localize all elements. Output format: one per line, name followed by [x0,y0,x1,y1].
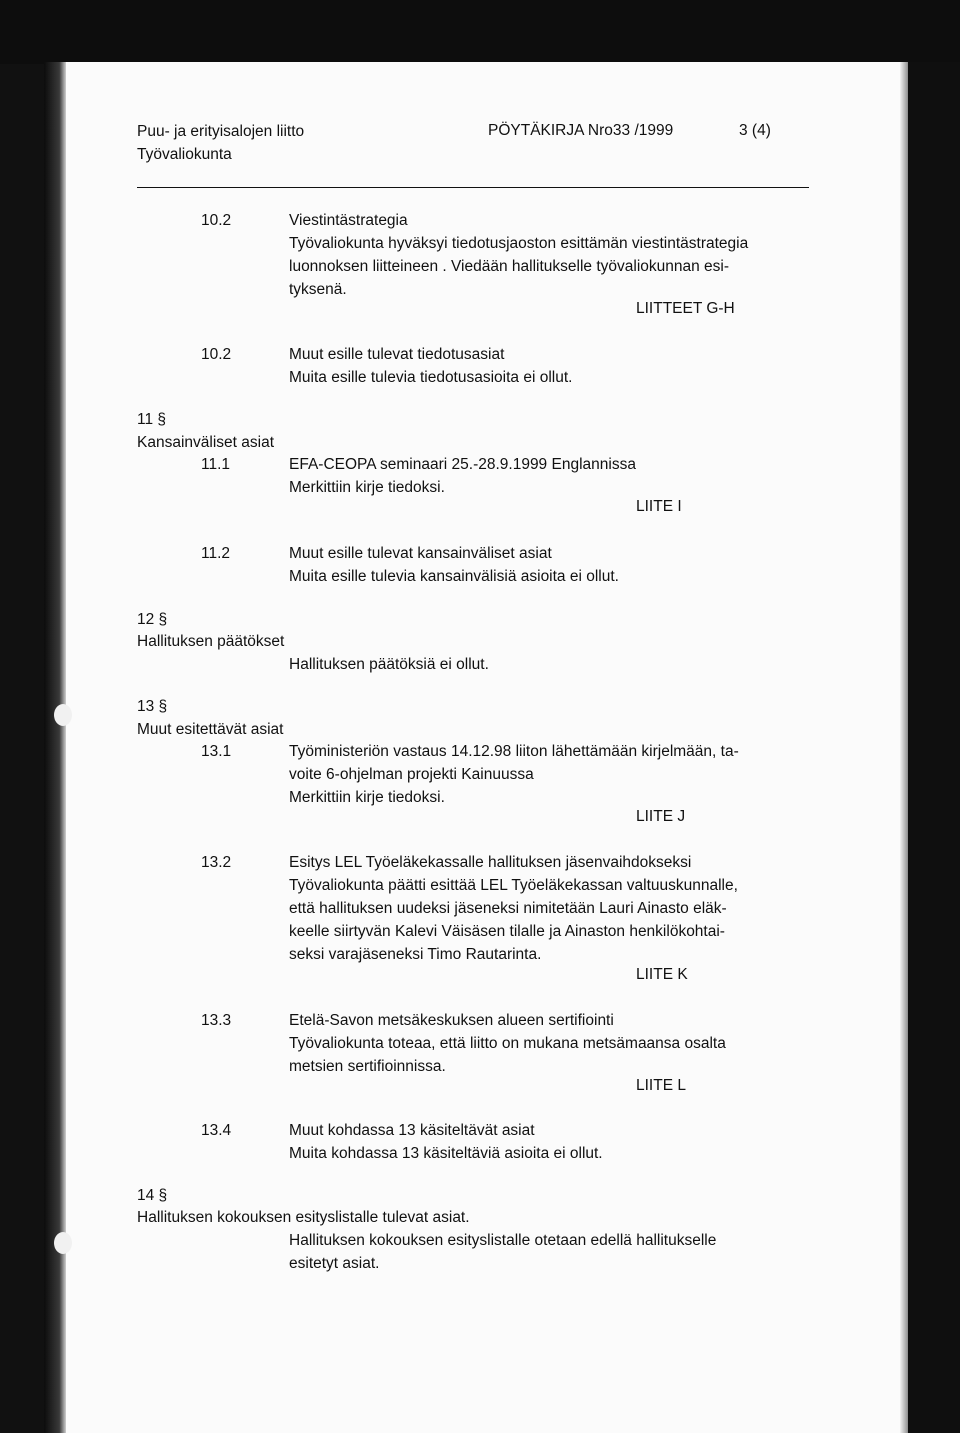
section-number: 14 § [137,1187,168,1204]
item-number: 11.2 [201,545,231,562]
item-title: Työministeriön vastaus 14.12.98 liiton lähettämään kirjelmään, ta- [289,743,739,760]
item-text: voite 6-ohjelman projekti Kainuussa [289,766,534,783]
item-number: 13.2 [201,854,232,871]
scan-top-border [0,0,960,64]
item-title: Muut esille tulevat kansainväliset asiat [289,545,552,562]
scan-right-border [908,62,960,1433]
item-number: 11.1 [201,456,231,473]
item-number: 10.2 [201,346,232,363]
section-text: Hallituksen kokouksen esityslistalle otetaan edellä hallitukselle [289,1232,717,1249]
header-org: Puu- ja erityisalojen liitto [137,123,305,140]
section-title: Muut esitettävät asiat [137,721,284,738]
item-title: Etelä-Savon metsäkeskuksen alueen sertifiointi [289,1012,614,1029]
section-title: Hallituksen päätökset [137,633,285,650]
attachment-label: LIITE K [636,966,688,983]
item-title: Muut kohdassa 13 käsiteltävät asiat [289,1122,535,1139]
section-number: 12 § [137,611,168,628]
section-number: 13 § [137,698,168,715]
item-text: Merkittiin kirje tiedoksi. [289,789,445,806]
item-text: luonnoksen liitteineen . Viedään hallitukselle työvaliokunnan esi- [289,258,730,275]
attachment-label: LIITE L [636,1077,686,1094]
scan-left-shadow [44,62,66,1433]
item-text: metsien sertifioinnissa. [289,1058,446,1075]
header-doc: PÖYTÄKIRJA Nro33 /1999 [488,122,674,139]
section-text: Hallituksen päätöksiä ei ollut. [289,656,489,673]
item-number: 13.4 [201,1122,232,1139]
section-title: Kansainväliset asiat [137,434,274,451]
item-text: Työvaliokunta hyväksyi tiedotusjaoston esittämän viestintästrategia [289,235,749,252]
header-rule [137,187,809,188]
item-text: tyksenä. [289,281,347,298]
section-number: 11 § [137,411,167,428]
item-text: Muita esille tulevia tiedotusasioita ei ollut. [289,369,573,386]
attachment-label: LIITTEET G-H [636,300,735,317]
item-title: EFA-CEOPA seminaari 25.-28.9.1999 Englannissa [289,456,636,473]
section-text: esitetyt asiat. [289,1255,380,1272]
header-committee: Työvaliokunta [137,146,232,163]
item-title: Viestintästrategia [289,212,408,229]
item-title: Esitys LEL Työeläkekassalle hallituksen jäsenvaihdokseksi [289,854,692,871]
section-title: Hallituksen kokouksen esityslistalle tulevat asiat. [137,1209,470,1226]
item-title: Muut esille tulevat tiedotusasiat [289,346,505,363]
item-text: seksi varajäseneksi Timo Rautarinta. [289,946,542,963]
item-text: että hallituksen uudeksi jäseneksi nimitetään Lauri Ainasto eläk- [289,900,727,917]
attachment-label: LIITE J [636,808,686,825]
item-text: Muita kohdassa 13 käsiteltäviä asioita ei ollut. [289,1145,603,1162]
item-text: Muita esille tulevia kansainvälisiä asioita ei ollut. [289,568,619,585]
punch-hole [54,704,72,726]
item-number: 10.2 [201,212,232,229]
item-text: Työvaliokunta päätti esittää LEL Työeläkekassan valtuuskunnalle, [289,877,738,894]
item-number: 13.3 [201,1012,232,1029]
punch-hole [54,1232,72,1254]
item-text: keelle siirtyvän Kalevi Väisäsen tilalle ja Ainaston henkilökohtai- [289,923,725,940]
attachment-label: LIITE I [636,498,682,515]
item-text: Työvaliokunta toteaa, että liitto on mukana metsämaansa osalta [289,1035,726,1052]
header-page: 3 (4) [739,122,771,139]
item-number: 13.1 [201,743,232,760]
item-text: Merkittiin kirje tiedoksi. [289,479,445,496]
